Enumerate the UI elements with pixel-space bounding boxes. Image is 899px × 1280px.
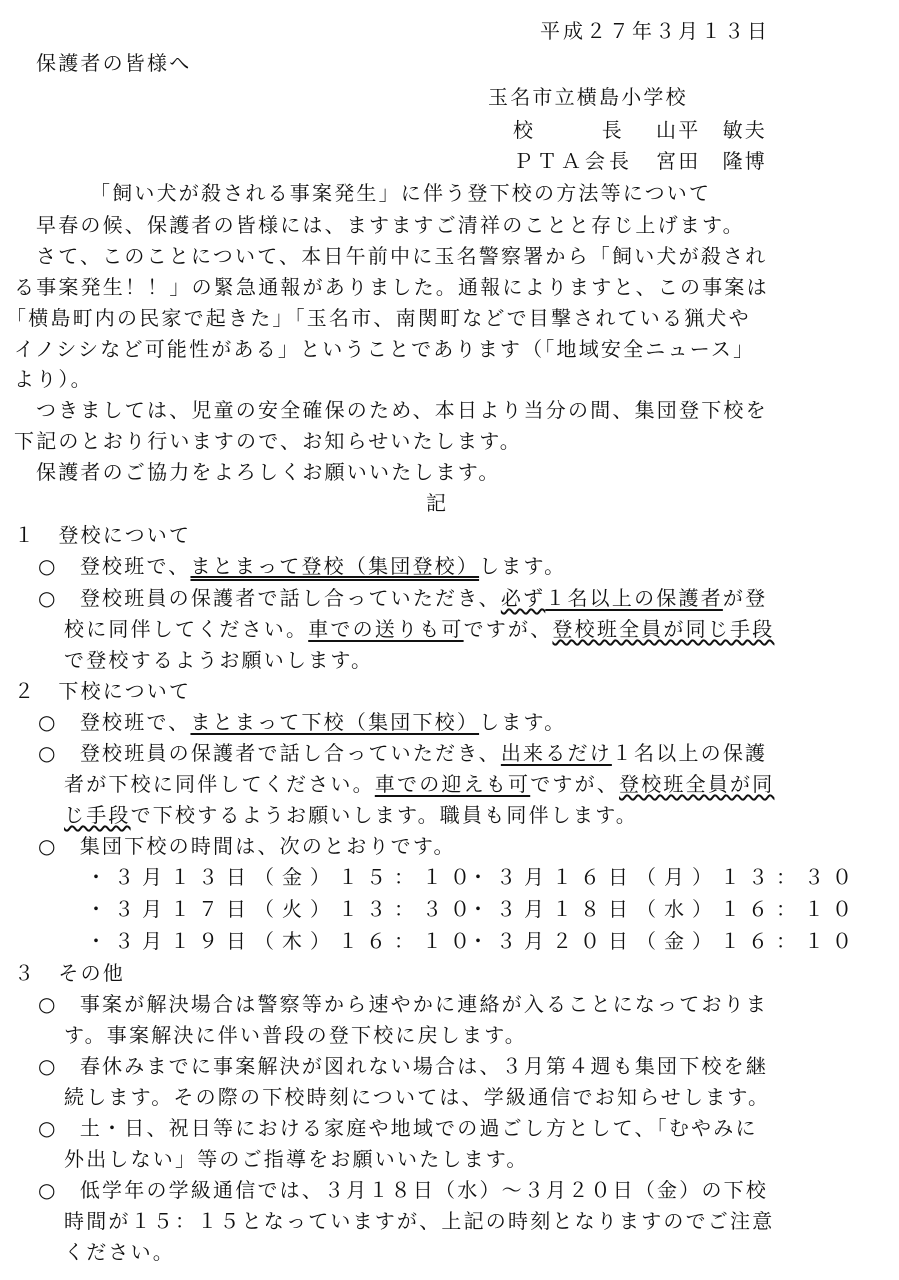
bullet-circle-icon: ○ — [38, 992, 58, 1016]
s2-bullet-3: ○ 集団下校の時間は、次のとおりです。 — [38, 834, 456, 858]
sender-school: 玉名市立横島小学校 — [488, 85, 688, 109]
s1-bullet-2-line-2: 校に同伴してください。車での送りも可ですが、登校班全員が同じ手段 — [64, 617, 775, 641]
section-2-number: ２ — [14, 679, 37, 703]
addressee: 保護者の皆様へ — [36, 51, 192, 75]
s3-bullet-3-line-2: 外出しない」等のご指導をお願いいたします。 — [64, 1147, 529, 1171]
body-line-9: 保護者のご協力をよろしくお願いいたします。 — [36, 460, 501, 484]
s3-bullet-4-line-3: ください。 — [64, 1240, 175, 1264]
document-title: 「飼い犬が殺される事案発生」に伴う登下校の方法等について — [90, 181, 712, 205]
schedule-row-2-left: ・３月１７日（火）１３：３０ — [86, 897, 478, 921]
bullet-circle-icon: ○ — [38, 586, 58, 610]
s2-bullet-2-line-3: じ手段で下校するようお願いします。職員も同伴します。 — [64, 803, 639, 827]
section-3-heading — [14, 960, 125, 986]
s3-bullet-3-line-1: ○ 土・日、祝日等における家庭や地域での過ごし方として、「むやみに — [38, 1116, 758, 1140]
schedule-row-3-left: ・３月１９日（木）１６：１０ — [86, 929, 478, 953]
body-line-2: さて、このことについて、本日午前中に玉名警察署から「飼い犬が殺され — [36, 244, 768, 268]
s3-bullet-4-line-1: ○ 低学年の学級通信では、３月１８日（水）～３月２０日（金）の下校 — [38, 1178, 769, 1202]
s2-bullet-1: ○ 登校班で、まとまって下校（集団下校）します。 — [38, 710, 567, 734]
body-line-1: 早春の候、保護者の皆様には、ますますご清祥のことと存じ上げます。 — [36, 213, 745, 237]
section-1-number: １ — [14, 523, 37, 547]
section-1-title: 登校について — [58, 523, 192, 547]
principal-name: 山平 敏夫 — [656, 118, 767, 142]
s3-bullet-2-line-1: ○ 春休みまでに事案解決が図れない場合は、３月第４週も集団下校を継 — [38, 1054, 769, 1078]
bullet-circle-icon: ○ — [38, 1178, 58, 1202]
bullet-circle-icon: ○ — [38, 1054, 58, 1078]
bullet-circle-icon: ○ — [38, 1116, 58, 1140]
bullet-circle-icon: ○ — [38, 834, 58, 858]
body-line-3: る事案発生！！」の緊急通報がありました。通報によりますと、この事案は — [14, 275, 769, 299]
section-2-title: 下校について — [58, 679, 192, 703]
schedule-row-1-right: ・３月１６日（月）１３：３０ — [468, 865, 860, 889]
s3-bullet-1-line-1: ○ 事案が解決場合は警察等から速やかに連絡が入ることになっておりま — [38, 992, 769, 1016]
body-line-7: つきましては、児童の安全確保のため、本日より当分の間、集団登下校を — [36, 398, 768, 422]
s3-bullet-1-line-2: す。事案解決に伴い普段の登下校に戻します。 — [64, 1023, 527, 1047]
pta-title: ＰＴＡ会長 — [513, 149, 633, 173]
schedule-row-1-left: ・３月１３日（金）１５：１０ — [86, 865, 478, 889]
s3-bullet-2-line-2: 続します。その際の下校時刻については、学級通信でお知らせします。 — [64, 1085, 771, 1109]
s1-bullet-2-line-1: ○ 登校班員の保護者で話し合っていただき、必ず１名以上の保護者が登 — [38, 586, 768, 610]
bullet-circle-icon: ○ — [38, 554, 58, 578]
body-line-6: より）。 — [14, 367, 93, 391]
section-3-title: その他 — [58, 961, 126, 985]
bullet-circle-icon: ○ — [38, 710, 58, 734]
s1-bullet-2-line-3: で登校するようお願いします。 — [64, 648, 374, 672]
principal-title: 校 長 — [513, 118, 624, 142]
body-line-4: 「横島町内の民家で起きた」「玉名市、南関町などで目撃されている猟犬や — [6, 306, 751, 330]
section-3-number: ３ — [14, 961, 37, 985]
body-line-8: 下記のとおり行いますので、お知らせいたします。 — [14, 429, 522, 453]
s1-bullet-1: ○ 登校班で、まとまって登校（集団登校）します。 — [38, 554, 567, 578]
s3-bullet-4-line-2: 時間が１５：１５となっていますが、上記の時刻となりますのでご注意 — [64, 1209, 775, 1233]
body-line-5: イノシシなど可能性がある」ということであります（「地域安全ニュース」 — [14, 337, 756, 361]
pta-name: 宮田 隆博 — [656, 149, 767, 173]
s2-bullet-2-line-1: ○ 登校班員の保護者で話し合っていただき、出来るだけ１名以上の保護 — [38, 741, 768, 765]
schedule-row-3-right: ・３月２０日（金）１６：１０ — [468, 929, 860, 953]
s2-bullet-2-line-2: 者が下校に同伴してください。車での迎えも可ですが、登校班全員が同 — [64, 772, 775, 796]
section-2-heading — [14, 678, 191, 704]
section-1-heading — [14, 522, 191, 548]
issue-date: 平成２７年３月１３日 — [540, 19, 770, 43]
ki-heading: 記 — [426, 491, 449, 515]
bullet-circle-icon: ○ — [38, 741, 58, 765]
schedule-row-2-right: ・３月１８日（水）１６：１０ — [468, 897, 860, 921]
